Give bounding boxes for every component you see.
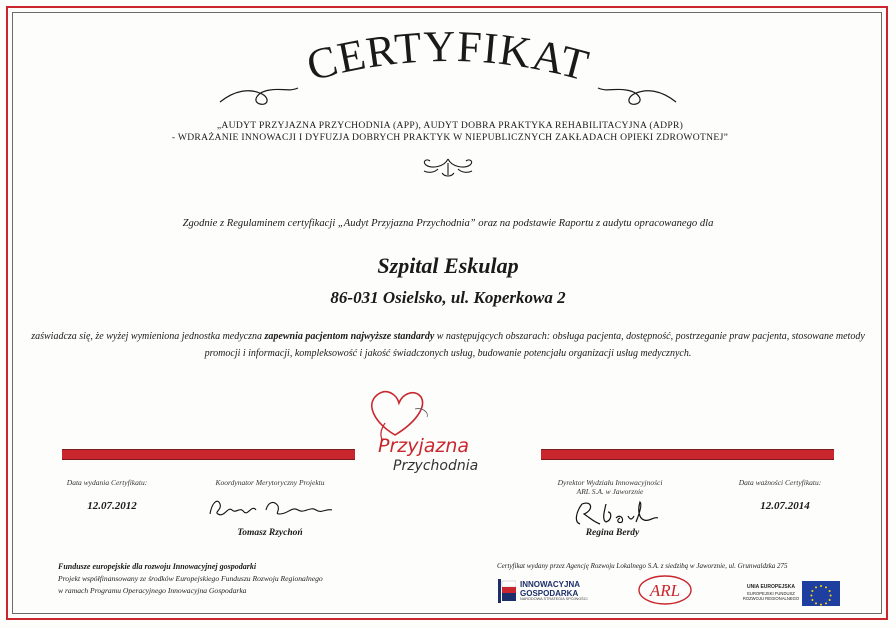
program-line-2: - WDRAŻANIE INNOWACJI I DYFUZJA DOBRYCH PRAKTYK W NIEPUBLICZNYCH ZAKŁADACH OPIEKI ZDROWOTNEJ” — [171, 132, 729, 143]
funding-line-1: Projekt współfinansowany ze środków Europejskiego Funduszu Rozwoju Regionalnego — [58, 574, 323, 583]
funding-info — [58, 561, 438, 597]
ue-line-2: EUROPEJSKI FUNDUSZ — [747, 590, 795, 596]
left-flourish-icon — [220, 88, 298, 104]
coordinator-signature-icon — [206, 492, 336, 522]
eu-logo — [742, 580, 842, 608]
director-name: Regina Berdy — [585, 528, 640, 538]
certification-statement — [30, 328, 866, 362]
svg-text:CERTYFIKAT — [302, 22, 594, 91]
validity-date: 12.07.2014 — [760, 500, 810, 512]
right-red-band — [541, 449, 834, 460]
funding-heading: Fundusze europejskie dla rozwoju Innowacyjnej gospodarki — [58, 562, 257, 571]
arl-text: ARL — [649, 581, 681, 600]
coordinator-label: Koordynator Merytoryczny Projektu — [215, 478, 325, 487]
left-red-band — [62, 449, 355, 460]
director-signature-icon — [570, 496, 665, 530]
statement-part-2: w następujących obszarach: obsługa pacjenta, dostępność, postrzeganie praw pacjenta, stosowane metody promocji i informacji, kompleksowość i jakość świadczonych usług, budowanie potencjału organizacji usług medycznych. — [204, 331, 865, 359]
issue-date-label: Data wydania Certyfikatu: — [66, 478, 148, 487]
funding-line-2: w ramach Programu Operacyjnego Innowacyjna Gospodarka — [58, 586, 247, 595]
arl-logo-icon — [635, 572, 695, 608]
director-label-line-1: Dyrektor Wydziału Innowacyjności — [557, 478, 663, 487]
coordinator-name: Tomasz Rzychoń — [237, 528, 303, 538]
ue-line-1: UNIA EUROPEJSKA — [747, 584, 795, 590]
statement-part-1: zaświadcza się, że wyżej wymieniona jednostka medyczna — [31, 331, 265, 342]
program-names — [100, 120, 800, 144]
ornament-icon — [418, 153, 478, 181]
program-line-1: „AUDYT PRZYJAZNA PRZYCHODNIA (APP), AUDYT DOBRA PRAKTYKA REHABILITACYJNA (ADPR) — [216, 120, 684, 131]
eu-flag-icon — [802, 581, 840, 606]
intro-text: Zgodnie z Regulaminem certyfikacji „Audyt Przyjazna Przychodnia” oraz na podstawie Raportu z audytu opracowanego dla — [182, 218, 714, 229]
organization-name: Szpital Eskulap — [377, 253, 519, 278]
ig-line-3: NARODOWA STRATEGIA SPÓJNOŚCI — [520, 597, 588, 601]
statement-highlight: zapewnia pacjentom najwyższe standardy — [264, 331, 435, 342]
ig-flag-icon — [498, 579, 516, 603]
title-text: CERTYFIKAT — [301, 21, 595, 91]
director-label-line-2: ARL S.A. w Jaworznie — [576, 487, 644, 496]
issue-date: 12.07.2012 — [87, 500, 137, 512]
ig-line-2: GOSPODARKA — [520, 589, 579, 598]
ue-line-3: ROZWOJU REGIONALNEGO — [742, 596, 800, 601]
logo-text-przychodnia: Przychodnia — [393, 458, 479, 474]
innowacyjna-gospodarka-logo — [498, 577, 598, 605]
right-flourish-icon — [598, 88, 676, 104]
certificate-title — [190, 20, 706, 110]
issuer-info: Certyfikat wydany przez Agencję Rozwoju Lokalnego S.A. z siedzibą w Jaworznie, ul. Grunwaldzka 275 — [497, 562, 788, 570]
logo-text-przyjazna: Przyjazna — [378, 435, 470, 457]
organization-address: 86-031 Osielsko, ul. Koperkowa 2 — [330, 288, 566, 307]
ig-line-1: INNOWACYJNA — [520, 580, 581, 589]
validity-date-label: Data ważności Certyfikatu: — [738, 478, 822, 487]
